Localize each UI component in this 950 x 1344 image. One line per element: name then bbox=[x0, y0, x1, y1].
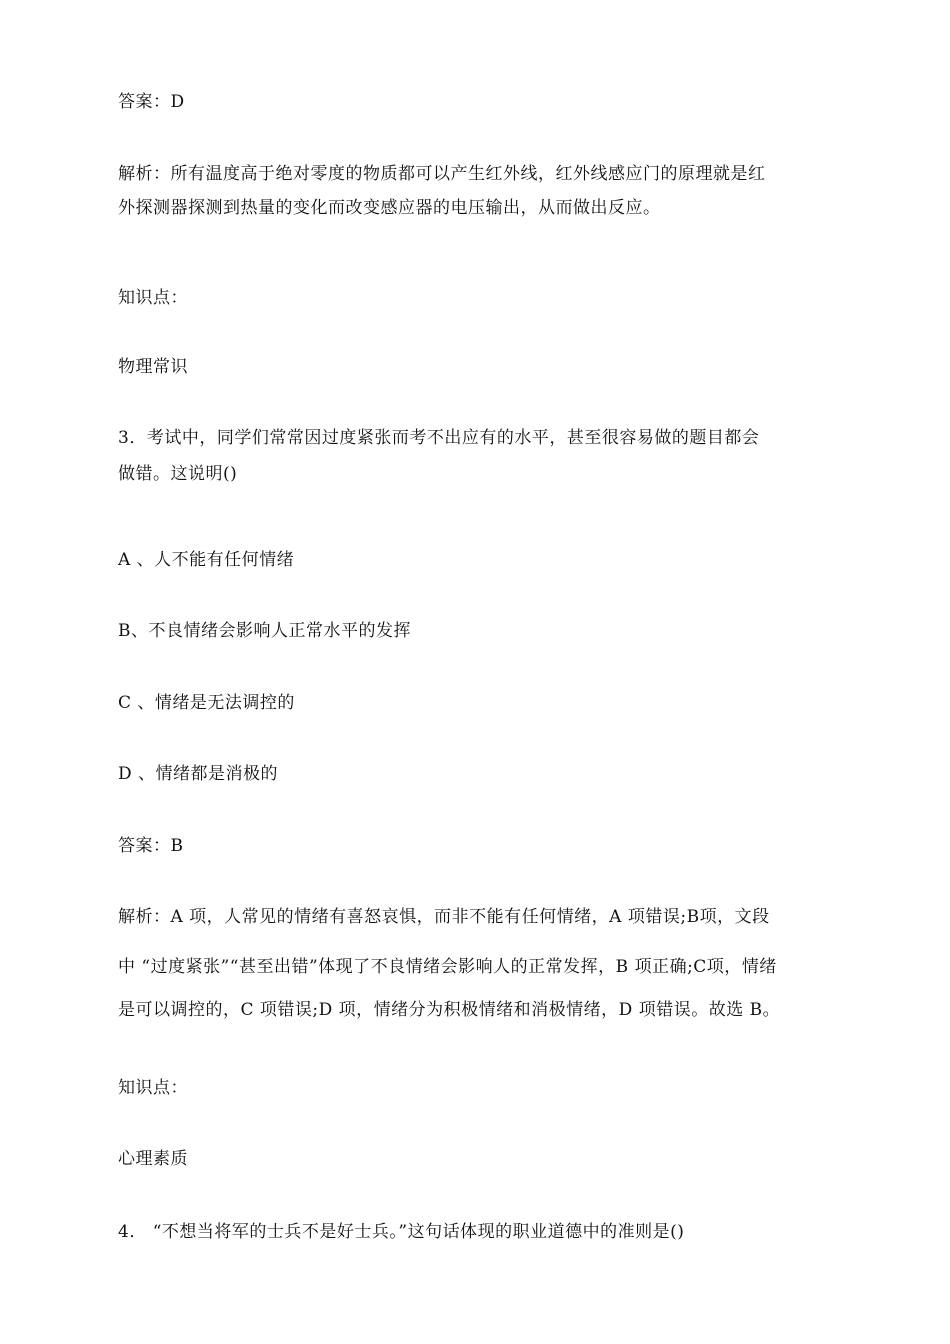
q3-stem-line-2: 做错。这说明() bbox=[118, 464, 238, 484]
q3-analysis-line-2: 中 “过度紧张”“甚至出错”体现了不良情绪会影响人的正常发挥，B 项正确;C项，情绪 bbox=[118, 957, 777, 977]
q3-option-c: C 、情绪是无法调控的 bbox=[118, 693, 295, 713]
q3-analysis-line-3: 是可以调控的，C 项错误;D 项，情绪分为积极情绪和消极情绪，D 项错误。故选 B。 bbox=[118, 1000, 781, 1020]
q2-knowledge-value: 物理常识 bbox=[118, 357, 188, 377]
q2-knowledge-label: 知识点： bbox=[118, 288, 188, 308]
q3-answer: 答案：B bbox=[118, 836, 184, 856]
q2-analysis-line-2: 外探测器探测到热量的变化而改变感应器的电压输出，从而做出反应。 bbox=[118, 198, 661, 218]
q4-stem: 4． “不想当将军的士兵不是好士兵。”这句话体现的职业道德中的准则是() bbox=[118, 1222, 685, 1242]
q3-stem-line-1: 3．考试中，同学们常常因过度紧张而考不出应有的水平，甚至很容易做的题目都会 bbox=[118, 428, 760, 448]
q3-option-d: D 、情绪都是消极的 bbox=[118, 764, 279, 784]
q3-knowledge-label: 知识点： bbox=[118, 1078, 188, 1098]
q3-option-b: B、不良情绪会影响人正常水平的发挥 bbox=[118, 621, 411, 641]
q3-knowledge-value: 心理素质 bbox=[118, 1149, 188, 1169]
q2-analysis-line-1: 解析：所有温度高于绝对零度的物质都可以产生红外线，红外线感应门的原理就是红 bbox=[118, 164, 766, 184]
q2-answer: 答案：D bbox=[118, 92, 185, 112]
q3-option-a: A 、人不能有任何情绪 bbox=[118, 550, 295, 570]
q3-analysis-line-1: 解析：A 项，人常见的情绪有喜怒哀惧，而非不能有任何情绪，A 项错误;B项，文段 bbox=[118, 907, 770, 927]
